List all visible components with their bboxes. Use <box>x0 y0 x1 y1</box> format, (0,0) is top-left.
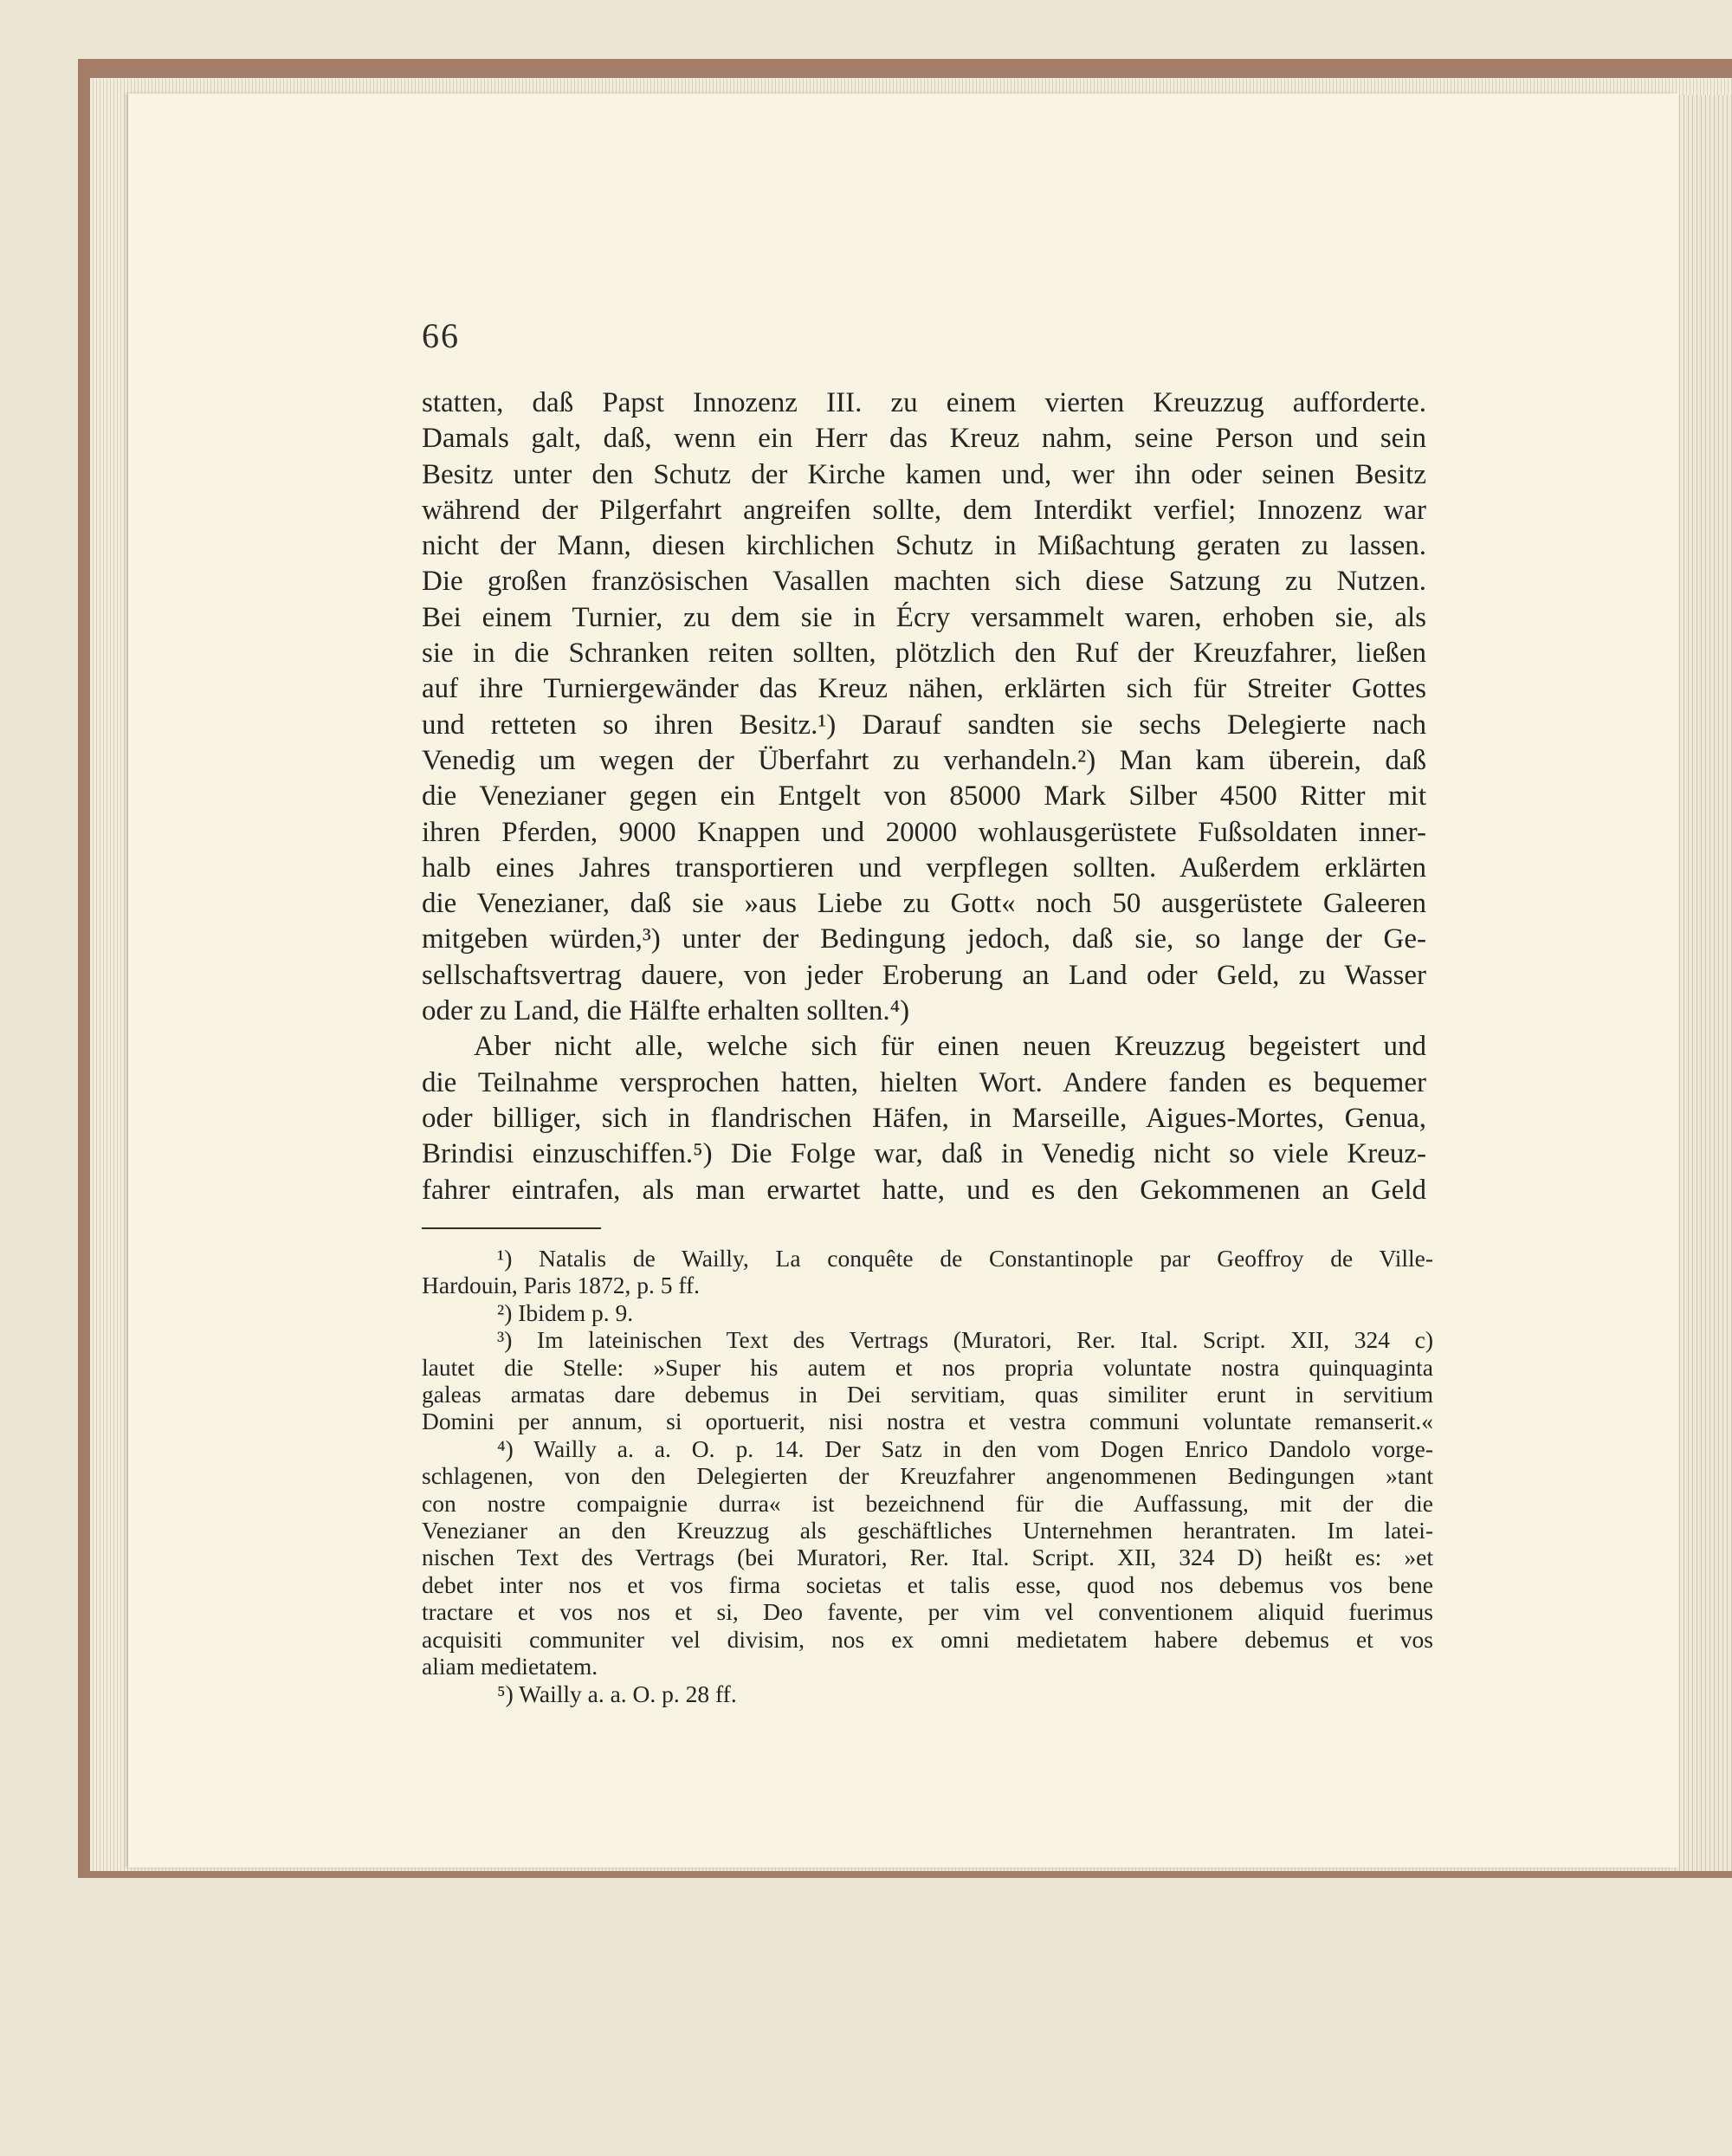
body-line: Venedig um wegen der Überfahrt zu verhandeln.²) Man kam überein, daß <box>422 744 1426 776</box>
body-line: die Venezianer, daß sie »aus Liebe zu Gott« noch 50 ausgerüstete Galeeren <box>422 888 1426 920</box>
body-line: die Venezianer gegen ein Entgelt von 85000 Mark Silber 4500 Ritter mit <box>422 780 1426 813</box>
body-line: nicht der Mann, diesen kirchlichen Schutz in Mißachtung geraten zu lassen. <box>422 530 1426 562</box>
footnote-line: Venezianer an den Kreuzzug als geschäftliches Unternehmen herantraten. Im latei- <box>422 1517 1433 1544</box>
body-line: Brindisi einzuschiffen.⁵) Die Folge war, daß in Venedig nicht so viele Kreuz- <box>422 1138 1426 1170</box>
body-line: fahrer eintrafen, als man erwartet hatte, und es den Gekommenen an Geld <box>422 1174 1426 1206</box>
footnote-line: ³) Im lateinischen Text des Vertrags (Muratori, Rer. Ital. Script. XII, 324 c) <box>497 1326 1433 1354</box>
body-line: auf ihre Turniergewänder das Kreuz nähen, erklärten sich für Streiter Gottes <box>422 673 1426 705</box>
body-line: sie in die Schranken reiten sollten, plötzlich den Ruf der Kreuzfahrer, ließen <box>422 638 1426 670</box>
footnotes <box>422 1245 1433 1707</box>
footnote-line: ⁵) Wailly a. a. O. p. 28 ff. <box>497 1680 737 1707</box>
body-line: ihren Pferden, 9000 Knappen und 20000 wohlausgerüstete Fußsoldaten inner- <box>422 816 1426 848</box>
body-line: halb eines Jahres transportieren und verpflegen sollten. Außerdem erklärten <box>422 851 1426 884</box>
footnote-line: Domini per annum, si oportuerit, nisi nostra et vestra communi voluntate remanserit.« <box>422 1408 1433 1435</box>
footnote-line: Hardouin, Paris 1872, p. 5 ff. <box>422 1272 701 1299</box>
footnote-line: nischen Text des Vertrags (bei Muratori, Rer. Ital. Script. XII, 324 D) heißt es: »et <box>422 1544 1433 1571</box>
body-text <box>422 385 1426 1208</box>
footnote-line: schlagenen, von den Delegierten der Kreuzfahrer angenommenen Bedingungen »tant <box>422 1462 1433 1490</box>
body-line: Damals galt, daß, wenn ein Herr das Kreuz nahm, seine Person und sein <box>422 423 1426 455</box>
footnote-line: tractare et vos nos et si, Deo favente, per vim vel conventionem aliquid fuerimus <box>422 1598 1433 1626</box>
body-line: die Teilnahme versprochen hatten, hielten Wort. Andere fanden es bequemer <box>422 1066 1426 1098</box>
footnote-line: ²) Ibidem p. 9. <box>497 1298 634 1326</box>
footnote-line: ⁴) Wailly a. a. O. p. 14. Der Satz in den vom Dogen Enrico Dandolo vorge- <box>497 1434 1433 1462</box>
body-line: oder zu Land, die Hälfte erhalten sollten.⁴) <box>422 995 910 1027</box>
body-line: oder billiger, sich in flandrischen Häfen, in Marseille, Aigues-Mortes, Genua, <box>422 1102 1426 1134</box>
body-line: und retteten so ihren Besitz.¹) Darauf sandten sie sechs Delegierte nach <box>422 709 1426 741</box>
footnote-line: aliam medietatem. <box>422 1653 598 1680</box>
body-line: während der Pilgerfahrt angreifen sollte, dem Interdikt verfiel; Innozenz war <box>422 494 1426 526</box>
footnote-line: galeas armatas dare debemus in Dei servitiam, quas similiter erunt in servitium <box>422 1381 1433 1408</box>
body-line: Aber nicht alle, welche sich für einen neuen Kreuzzug begeistert und <box>474 1031 1426 1063</box>
footnote-line: lautet die Stelle: »Super his autem et nos propria voluntate nostra quinquaginta <box>422 1353 1433 1381</box>
footnote-line: acquisiti communiter vel divisim, nos ex omni medietatem habere debemus et vos <box>422 1625 1433 1653</box>
body-line: Bei einem Turnier, zu dem sie in Écry versammelt waren, erhoben sie, als <box>422 601 1426 633</box>
body-line: sellschaftsvertrag dauere, von jeder Eroberung an Land oder Geld, zu Wasser <box>422 959 1426 991</box>
page-number: 66 <box>422 316 460 355</box>
footnote-line: con nostre compaignie durra« ist bezeichnend für die Auffassung, mit der die <box>422 1489 1433 1517</box>
body-line: Besitz unter den Schutz der Kirche kamen und, wer ihn oder seinen Besitz <box>422 458 1426 490</box>
body-line: statten, daß Papst Innozenz III. zu einem vierten Kreuzzug aufforderte. <box>422 387 1426 418</box>
body-line: mitgeben würden,³) unter der Bedingung jedoch, daß sie, so lange der Ge- <box>422 923 1426 955</box>
right-page-edges <box>1671 95 1732 1871</box>
footnote-line: debet inter nos et vos firma societas et talis esse, quod nos debemus vos bene <box>422 1570 1433 1598</box>
body-line: Die großen französischen Vasallen machten sich diese Satzung zu Nutzen. <box>422 566 1426 598</box>
footnote-line: ¹) Natalis de Wailly, La conquête de Constantinople par Geoffroy de Ville- <box>497 1245 1433 1272</box>
footnote-separator <box>422 1227 601 1229</box>
